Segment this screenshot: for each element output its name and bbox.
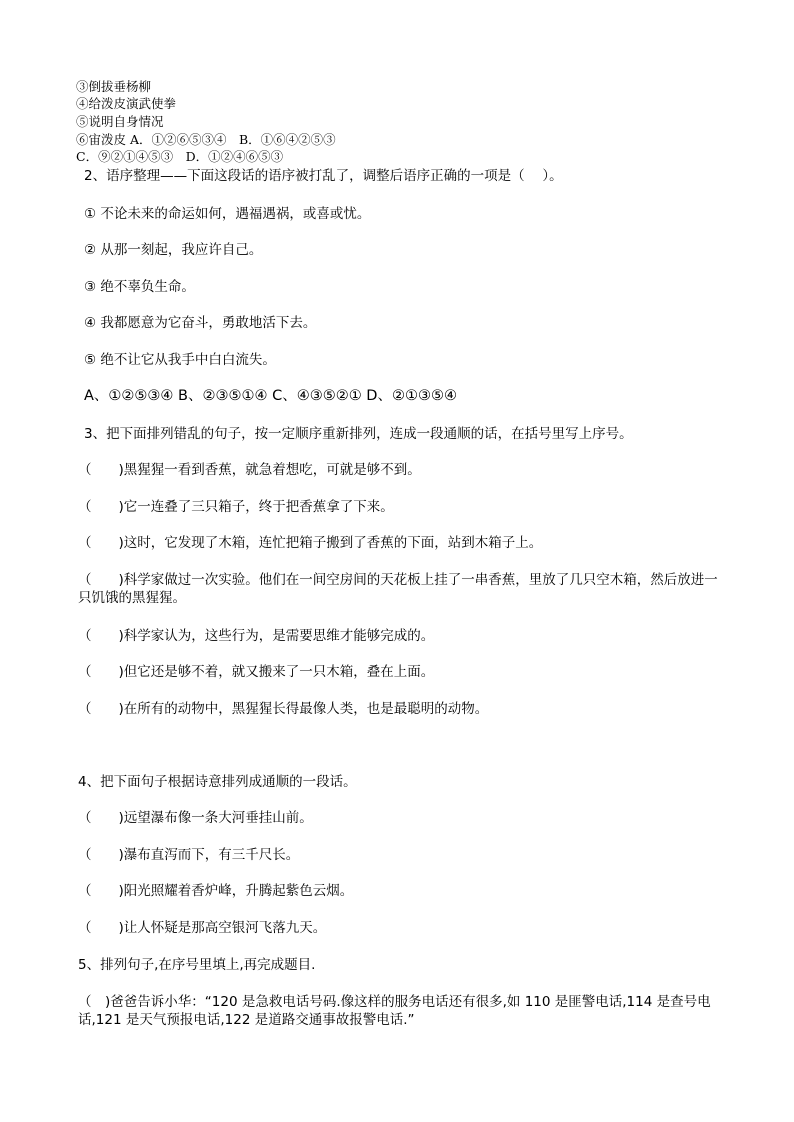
q2-item: ③ 绝不辜负生命。 <box>84 279 195 295</box>
question-3-prompt: 3、把下面排列错乱的句子，按一定顺序重新排列，连成一段通顺的话，在括号里写上序号。 <box>84 426 633 442</box>
q3-item: （ )科学家做过一次实验。他们在一间空房间的天花板上挂了一串香蕉，里放了几只空木箱，然后放进一只饥饿的黑猩猩。 <box>78 572 718 606</box>
q3-item: （ )它一连叠了三只箱子，终于把香蕉拿了下来。 <box>78 499 394 515</box>
q2-item: ① 不论未来的命运如何，遇福遇祸，或喜或忧。 <box>84 206 371 222</box>
option-line: C．⑨②①④⑤③ D．①②④⑥⑤③ <box>76 149 284 164</box>
q2-item: ④ 我都愿意为它奋斗，勇敢地活下去。 <box>84 315 317 331</box>
q2-item: ⑤ 绝不让它从我手中白白流失。 <box>84 352 276 368</box>
question-4-prompt: 4、把下面句子根据诗意排列成通顺的一段话。 <box>78 774 357 790</box>
question-2-prompt: 2、语序整理——下面这段话的语序被打乱了，调整后语序正确的一项是（ ）。 <box>84 168 563 184</box>
question-5-prompt: 5、排列句子,在序号里填上,再完成题目. <box>78 957 316 973</box>
option-line: ⑥宙泼皮 A．①②⑥⑤③④ B．①⑥④②⑤③ <box>76 132 336 147</box>
q4-item: （ )让人怀疑是那高空银河飞落九天。 <box>78 920 327 936</box>
q3-item: （ )黑猩猩一看到香蕉，就急着想吃，可就是够不到。 <box>78 462 421 478</box>
option-line: ③倒拔垂杨柳 <box>76 79 152 94</box>
option-line: ④给泼皮演武使拳 <box>76 96 177 111</box>
q3-item: （ )科学家认为，这些行为，是需要思维才能够完成的。 <box>78 628 435 644</box>
q4-item: （ )阳光照耀着香炉峰，升腾起紫色云烟。 <box>78 883 354 899</box>
q3-item: （ )但它还是够不着，就又搬来了一只木箱，叠在上面。 <box>78 664 435 680</box>
q2-item: ② 从那一刻起，我应许自己。 <box>84 242 263 258</box>
q3-item: （ )在所有的动物中，黑猩猩长得最像人类，也是最聪明的动物。 <box>78 701 489 717</box>
q2-options: A、①②⑤③④ B、②③⑤①④ C、④③⑤②① D、②①③⑤④ <box>84 388 457 404</box>
q3-item: （ )这时，它发现了木箱，连忙把箱子搬到了香蕉的下面，站到木箱子上。 <box>78 535 543 551</box>
option-line: ⑤说明自身情况 <box>76 114 164 129</box>
q4-item: （ )远望瀑布像一条大河垂挂山前。 <box>78 810 313 826</box>
q4-item: （ )瀑布直泻而下，有三千尺长。 <box>78 847 300 863</box>
q5-item: （ )爸爸告诉小华：“120 是急救电话号码.像这样的服务电话还有很多,如 110 是匪警电话,114 是查号电话,121 是天气预报电话,122 是道路交通事故报警电话.” <box>78 994 711 1028</box>
